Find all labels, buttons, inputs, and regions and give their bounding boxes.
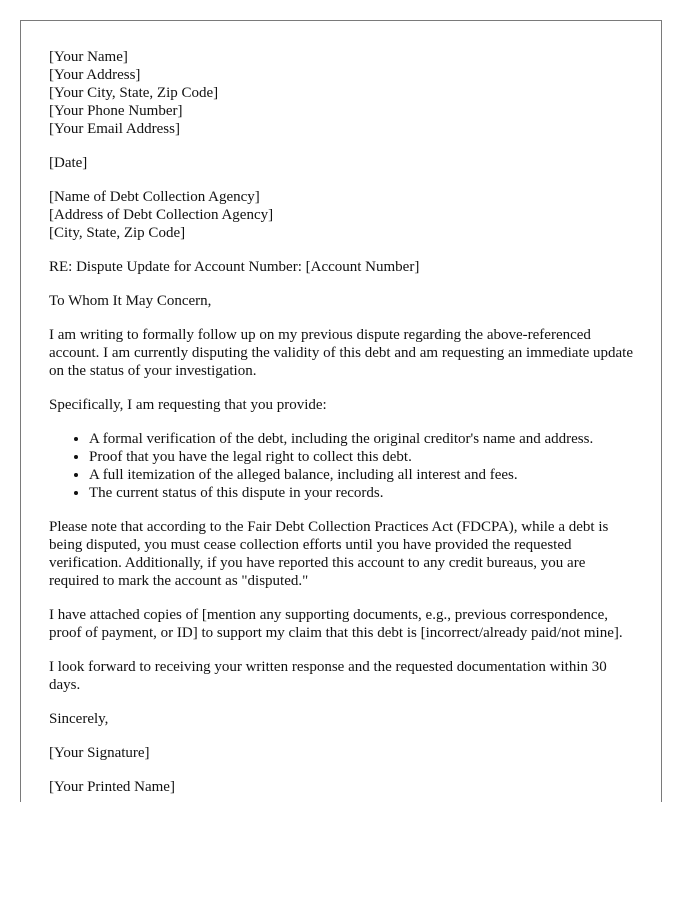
sender-address: [Your Address] [49, 67, 141, 83]
sender-email: [Your Email Address] [49, 121, 180, 137]
request-list [49, 430, 633, 502]
sender-city-state-zip: [Your City, State, Zip Code] [49, 85, 219, 101]
sender-name: [Your Name] [49, 49, 128, 65]
request-item: • A full itemization of the alleged balance, including all interest and fees. [89, 466, 633, 484]
salutation: To Whom It May Concern, [49, 293, 212, 309]
signature: [Your Signature] [49, 745, 150, 761]
request-item: • A formal verification of the debt, including the original creditor's name and address. [89, 430, 633, 448]
printed-name: [Your Printed Name] [49, 779, 175, 795]
closing: Sincerely, [49, 711, 109, 727]
recipient-agency-name: [Name of Debt Collection Agency] [49, 189, 260, 205]
paragraph-attachments: I have attached copies of [mention any supporting documents, e.g., previous correspondence, proof of payment, or ID] to support my claim that this debt is [incorrect/already paid/not mine]. [49, 607, 623, 641]
request-item: • The current status of this dispute in your records. [89, 484, 633, 502]
sender-block [49, 48, 633, 138]
subject-line: RE: Dispute Update for Account Number: [Account Number] [49, 259, 420, 275]
letter-date: [Date] [49, 155, 88, 171]
sender-phone: [Your Phone Number] [49, 103, 183, 119]
recipient-block [49, 188, 633, 242]
paragraph-closing-request: I look forward to receiving your written response and the requested documentation within 30 days. [49, 659, 607, 693]
paragraph-intro: I am writing to formally follow up on my previous dispute regarding the above-referenced account. I am currently disputing the validity of this debt and am requesting an immediate update on the status of your investigation. [49, 327, 634, 379]
request-item: • Proof that you have the legal right to collect this debt. [89, 448, 633, 466]
recipient-agency-address: [Address of Debt Collection Agency] [49, 207, 274, 223]
letter-page [20, 20, 662, 802]
paragraph-fdcpa: Please note that according to the Fair Debt Collection Practices Act (FDCPA), while a debt is being disputed, you must cease collection efforts until you have provided the requested verification. Additionally, if you have reported this account to any credit bureaus, you are required to mark the account as "disputed." [49, 519, 609, 589]
letter-content [21, 21, 661, 796]
paragraph-request-lead: Specifically, I am requesting that you provide: [49, 397, 327, 413]
recipient-city-state-zip: [City, State, Zip Code] [49, 225, 186, 241]
